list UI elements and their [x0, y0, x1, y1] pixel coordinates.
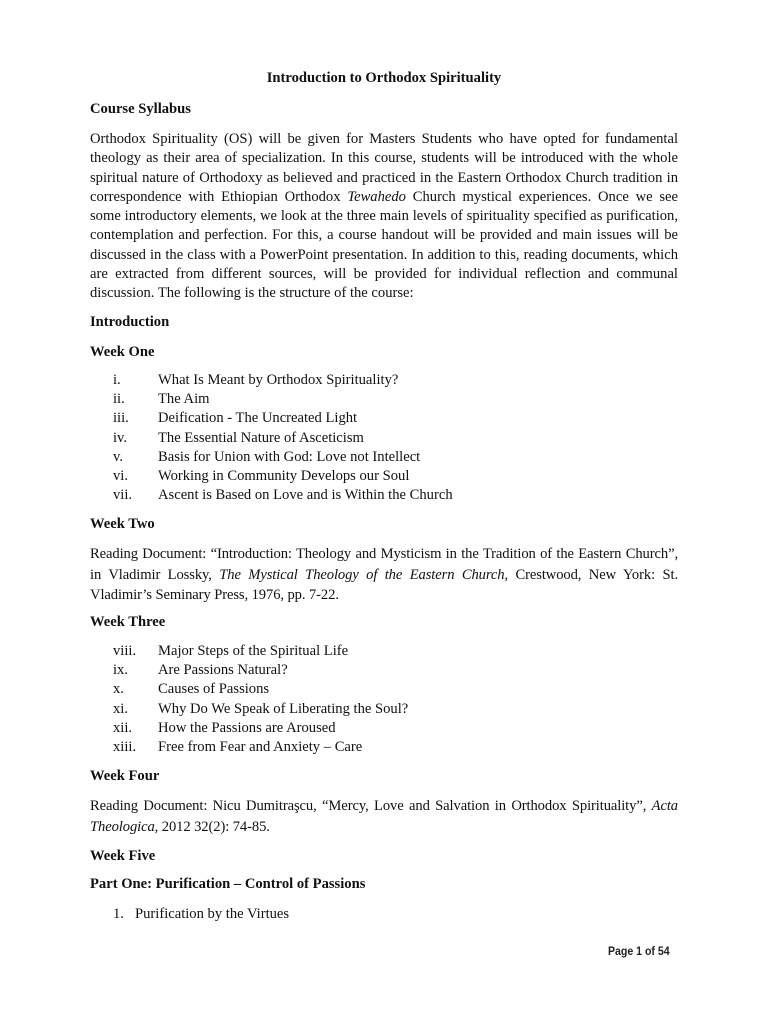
- list-item: vi. Working in Community Develops our Soul: [113, 467, 410, 484]
- week-one-heading: Week One: [90, 344, 155, 360]
- reading-text-1: Reading Document: Nicu Dumitraşcu, “Mercy, Love and Salvation in Orthodox Spirituality”,: [90, 798, 652, 814]
- list-item: ix. Are Passions Natural?: [113, 662, 288, 679]
- page-number: Page 1 of 54: [608, 944, 670, 958]
- document-title: Introduction to Orthodox Spirituality: [266, 70, 502, 86]
- reading-text-2: , Crestwood, New York: St. Vladimir’s Seminary Press, 1976, pp. 7-22.: [90, 566, 678, 603]
- course-syllabus-heading: Course Syllabus: [90, 101, 191, 117]
- week-two-reading: [90, 544, 678, 606]
- reading-italic: Acta Theologica: [90, 798, 678, 835]
- week-one-list: [90, 371, 678, 505]
- list-item: xi. Why Do We Speak of Liberating the Soul?: [113, 700, 409, 717]
- reading-text-2: , 2012 32(2): 74-85.: [154, 818, 270, 835]
- week-four-heading: Week Four: [90, 768, 160, 784]
- list-item: vii. Ascent is Based on Love and is Within the Church: [113, 487, 453, 504]
- part-one-heading: Part One: Purification – Control of Passions: [90, 876, 366, 892]
- list-item: xii. How the Passions are Aroused: [113, 719, 336, 736]
- reading-text-1: Reading Document: “Introduction: Theology and Mysticism in the Tradition of the Eastern Church”, in Vladimir Lossky,: [90, 546, 678, 583]
- list-item: i. What Is Meant by Orthodox Spirituality?: [113, 372, 399, 388]
- intro-text-1: Orthodox Spirituality (OS) will be given for Masters Students who have opted for fundamental theology as their area of specialization. In this course, students will be introduced with the whole spiritual nature of Orthodoxy as believed and practiced in the Eastern Orthodox Church tradition in correspondence with Ethiopian Orthodox: [90, 131, 678, 205]
- intro-italic: Tewahedo: [347, 188, 406, 205]
- list-item: x. Causes of Passions: [113, 681, 270, 698]
- list-item: v. Basis for Union with God: Love not Intellect: [113, 448, 421, 465]
- list-item: viii. Major Steps of the Spiritual Life: [113, 643, 349, 659]
- reading-italic: The Mystical Theology of the Eastern Church: [219, 566, 505, 583]
- intro-paragraph: [90, 130, 678, 304]
- list-item: ii. The Aim: [113, 391, 210, 408]
- list-item: iii. Deification - The Uncreated Light: [113, 410, 358, 427]
- week-four-reading: [90, 796, 678, 837]
- introduction-heading: Introduction: [90, 314, 170, 330]
- intro-text-2: Church mystical experiences. Once we see some introductory elements, we look at the three main levels of spirituality specified as purification, contemplation and perfection. For this, a course handout will be provided and main issues will be discussed in the class with a PowerPoint presentation. In addition to this, reading documents, which are extracted from different sources, will be provided for individual reflection and communal discussion. The following is the structure of the course:: [90, 188, 678, 302]
- week-five-heading: Week Five: [90, 848, 156, 864]
- week-three-list: [90, 642, 678, 757]
- list-item: xiii. Free from Fear and Anxiety – Care: [113, 738, 363, 755]
- week-two-heading: Week Two: [90, 516, 155, 532]
- list-item: iv. The Essential Nature of Asceticism: [113, 429, 364, 446]
- week-three-heading: Week Three: [90, 614, 166, 630]
